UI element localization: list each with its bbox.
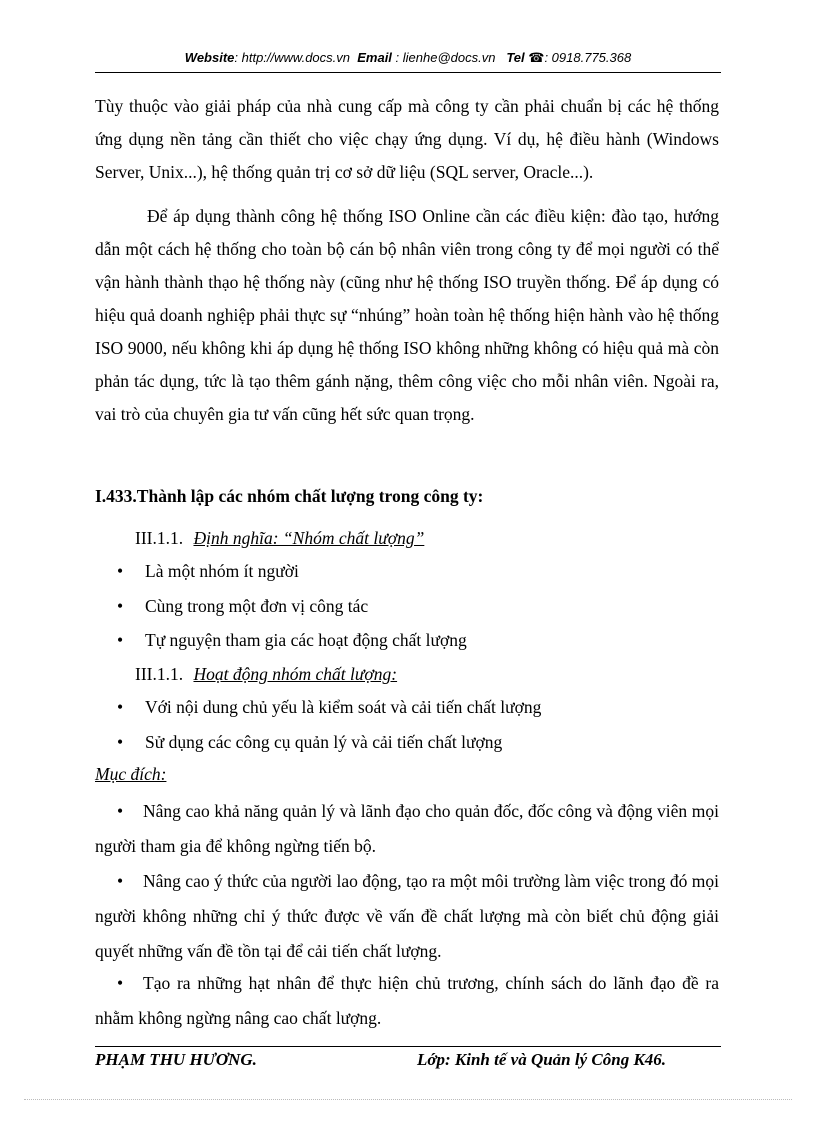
list-item: [117, 596, 368, 617]
tel-label: Tel: [506, 50, 525, 65]
bullet-icon: •: [117, 697, 124, 717]
header-divider: [95, 72, 721, 73]
purpose-item: [95, 794, 719, 864]
bullet-icon: •: [117, 801, 124, 821]
bullet-icon: •: [117, 561, 124, 581]
paragraph-1: Tùy thuộc vào giải pháp của nhà cung cấp mà công ty cần phải chuẩn bị các hệ thống ứng dụng nền tảng cần thiết cho việc chạy ứng dụng. Ví dụ, hệ điều hành (Windows Server, Unix...), hệ thống quản trị cơ sở dữ liệu (SQL server, Oracle...).: [95, 96, 719, 182]
list-item: [117, 732, 502, 753]
subsection-activities: [135, 664, 397, 685]
subsection-number: III.1.1.: [135, 528, 184, 548]
bullet-icon: •: [117, 871, 124, 891]
list-item-text: Là một nhóm ít người: [145, 561, 299, 581]
footer-author: PHẠM THU HƯƠNG.: [95, 1050, 257, 1069]
list-item-text: Tự nguyện tham gia các hoạt động chất lượng: [145, 630, 467, 650]
subsection-definition: [135, 528, 424, 549]
purpose-item: [95, 966, 719, 1036]
list-item: [117, 561, 299, 582]
email-value: : lienhe@docs.vn: [395, 50, 496, 65]
purpose-item-text: Tạo ra những hạt nhân để thực hiện chủ trương, chính sách do lãnh đạo đề ra nhằm không ngừng nâng cao chất lượng.: [95, 973, 719, 1028]
list-item-text: Với nội dung chủ yếu là kiểm soát và cải tiến chất lượng: [145, 697, 542, 717]
purpose-item-text: Nâng cao ý thức của người lao động, tạo ra một môi trường làm việc trong đó mọi người không những chỉ ý thức được về vấn đề chất lượng mà còn biết chủ động giải quyết những vấn đề tồn tại để cải tiến chất lượng.: [95, 871, 719, 961]
list-item-text: Sử dụng các công cụ quản lý và cải tiến chất lượng: [145, 732, 503, 752]
section-heading: I.433.Thành lập các nhóm chất lượng trong công ty:: [95, 486, 484, 506]
page-header: [0, 50, 816, 66]
list-item: [117, 630, 467, 651]
subsection-number: III.1.1.: [135, 664, 184, 684]
subsection-title: Định nghĩa: “Nhóm chất lượng”: [193, 528, 425, 548]
page-boundary: [24, 1099, 792, 1100]
email-label: Email: [357, 50, 392, 65]
purpose-item-text: Nâng cao khả năng quản lý và lãnh đạo cho quản đốc, đốc công và động viên mọi người tham gia để không ngừng tiến bộ.: [95, 801, 719, 856]
subsection-title: Hoạt động nhóm chất lượng:: [193, 664, 398, 684]
tel-value: : 0918.775.368: [544, 50, 632, 65]
bullet-icon: •: [117, 973, 124, 993]
list-item: [117, 697, 541, 718]
paragraph-2: Để áp dụng thành công hệ thống ISO Online cần các điều kiện: đào tạo, hướng dẫn một cách hệ thống cho toàn bộ cán bộ nhân viên trong công ty để mọi người có thể vận hành thành thạo hệ thống này (cũng như hệ thống ISO truyền thống. Để áp dụng có hiệu quả doanh nghiệp phải thực sự “nhúng” hoàn toàn hệ thống hiện hành vào hệ thống ISO 9000, nếu không khi áp dụng hệ thống ISO không những không có hiệu quả mà còn phản tác dụng, tức là tạo thêm gánh nặng, thêm công việc cho mỗi nhân viên. Ngoài ra, vai trò của chuyên gia tư vấn cũng hết sức quan trọng.: [95, 206, 719, 424]
purpose-item: [95, 864, 719, 969]
list-item-text: Cùng trong một đơn vị công tác: [145, 596, 369, 616]
footer-class: Lớp: Kinh tế và Quản lý Công K46.: [417, 1050, 667, 1069]
footer-divider: [95, 1046, 721, 1047]
bullet-icon: •: [117, 596, 124, 616]
website-value: : http://www.docs.vn: [234, 50, 350, 65]
website-label: Website: [184, 50, 235, 65]
bullet-icon: •: [117, 630, 124, 650]
purpose-label: Mục đích:: [95, 764, 167, 784]
bullet-icon: •: [117, 732, 124, 752]
phone-icon: ☎: [528, 50, 545, 65]
